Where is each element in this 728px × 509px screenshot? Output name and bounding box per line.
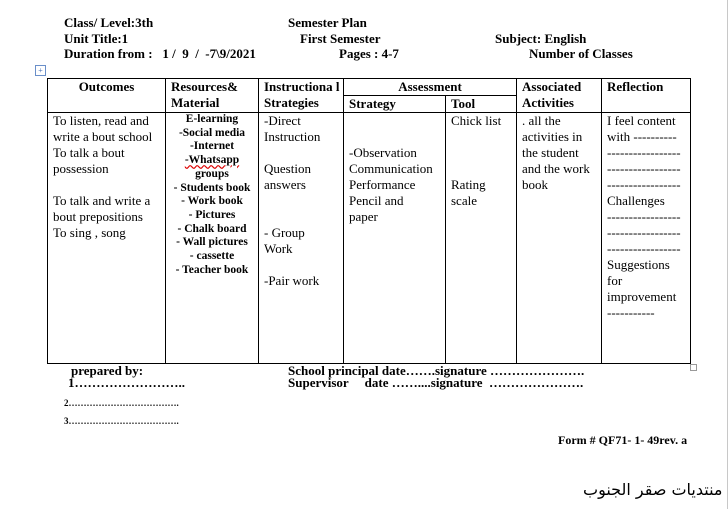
strategies-line bbox=[264, 209, 343, 225]
resources-line: -Whatsapp bbox=[184, 154, 240, 167]
activities-line: book bbox=[522, 177, 548, 192]
semester: First Semester bbox=[300, 31, 381, 46]
reflection-line: I feel content bbox=[607, 113, 676, 128]
strategies-line: Work bbox=[264, 241, 293, 256]
resources-line: - Work book bbox=[181, 195, 243, 208]
activities-line: the student bbox=[522, 145, 579, 160]
strategies-line: Instruction bbox=[264, 129, 321, 144]
resources-line: - Chalk board bbox=[177, 222, 247, 235]
principal-signature: School principal date…….signature …………………. bbox=[288, 363, 585, 378]
activities-line: activities in bbox=[522, 129, 583, 144]
table-resize-handle[interactable] bbox=[690, 364, 697, 371]
header-tool: Tool bbox=[446, 96, 517, 113]
resources-line: E-learning bbox=[185, 113, 239, 125]
strategies-line bbox=[264, 257, 343, 273]
assessment-strategy-line: Pencil and bbox=[349, 193, 404, 208]
preparer-line-1: 1…………………….. bbox=[68, 375, 185, 390]
reflection-line: ----------------- bbox=[607, 177, 681, 192]
outcomes-line: possession bbox=[53, 161, 109, 176]
resources-line: - Wall pictures bbox=[176, 236, 248, 249]
assessment-tool-line bbox=[451, 129, 516, 145]
strategies-cell bbox=[259, 113, 344, 364]
subject: Subject: English bbox=[495, 31, 587, 46]
unit-title: Unit Title:1 bbox=[64, 31, 129, 46]
resources-line: -Internet bbox=[189, 140, 235, 153]
pages: Pages : 4-7 bbox=[339, 46, 399, 61]
assessment-strategy-line: Performance bbox=[349, 177, 416, 192]
assessment-strategy-line bbox=[349, 129, 445, 145]
resources-line: - cassette bbox=[189, 250, 235, 263]
assessment-tool-line bbox=[451, 145, 516, 161]
assessment-strategy-cell bbox=[344, 113, 446, 364]
header-outcomes: Outcomes bbox=[48, 79, 166, 113]
strategies-line: answers bbox=[264, 177, 306, 192]
header-assessment: Assessment bbox=[344, 79, 517, 96]
header-strategy: Strategy bbox=[344, 96, 446, 113]
header-strategies: Instructiona l Strategies bbox=[259, 79, 344, 113]
header-reflection: Reflection bbox=[602, 79, 691, 113]
strategies-line bbox=[264, 145, 343, 161]
outcomes-line: write a bout school bbox=[53, 129, 153, 144]
outcomes-line: To listen, read and bbox=[53, 113, 149, 128]
duration: Duration from : 1 / 9 / -7\9/2021 bbox=[64, 46, 256, 61]
prepared-by: prepared by: bbox=[71, 363, 144, 378]
resources-line: - Students book bbox=[173, 181, 251, 194]
number-of-classes: Number of Classes bbox=[529, 46, 633, 61]
assessment-strategy-line: Communication bbox=[349, 161, 433, 176]
resources-line: -Social media bbox=[178, 126, 246, 139]
strategies-line: -Direct bbox=[264, 113, 301, 128]
reflection-line: ----------------- bbox=[607, 145, 681, 160]
header-activities: Associated Activities bbox=[517, 79, 602, 113]
preparer-line-3: 3………………………………. bbox=[64, 416, 179, 426]
strategies-line: - Group bbox=[264, 225, 305, 240]
assessment-strategy-line: -Observation bbox=[349, 145, 417, 160]
strategies-line: Question bbox=[264, 161, 311, 176]
strategies-line bbox=[264, 193, 343, 209]
assessment-tool-cell bbox=[446, 113, 517, 364]
resources-line: - Teacher book bbox=[175, 263, 249, 276]
activities-line: . all the bbox=[522, 113, 561, 128]
reflection-line: with ---------- bbox=[607, 129, 677, 144]
class-level: Class/ Level:3th bbox=[64, 15, 154, 30]
reflection-line: ----------------- bbox=[607, 161, 681, 176]
outcomes-line: To talk and write a bbox=[53, 193, 151, 208]
outcomes-line: To sing , song bbox=[53, 225, 126, 240]
reflection-line: Suggestions bbox=[607, 257, 670, 272]
reflection-line: for bbox=[607, 273, 623, 288]
reflection-line: ----------------- bbox=[607, 241, 681, 256]
activities-cell bbox=[517, 113, 602, 364]
assessment-tool-line: Rating bbox=[451, 177, 486, 192]
assessment-tool-line: scale bbox=[451, 193, 477, 208]
outcomes-line: To talk a bout bbox=[53, 145, 125, 160]
assessment-tool-line bbox=[451, 161, 516, 177]
form-number: Form # QF71- 1- 49rev. a bbox=[558, 433, 688, 447]
outcomes-cell bbox=[48, 113, 166, 364]
reflection-line: ----------------- bbox=[607, 225, 681, 240]
assessment-strategy-line: paper bbox=[349, 209, 378, 224]
watermark-logo: منتديات صقر الجنوب bbox=[583, 480, 723, 499]
semester-plan-table bbox=[47, 78, 691, 364]
outcomes-line: bout prepositions bbox=[53, 209, 143, 224]
supervisor-signature: Supervisor date ……....signature …………………. bbox=[288, 375, 584, 390]
activities-line: and the work bbox=[522, 161, 590, 176]
outcomes-line bbox=[53, 177, 165, 193]
resources-cell bbox=[166, 113, 259, 364]
assessment-strategy-line bbox=[349, 113, 445, 129]
assessment-tool-line: Chick list bbox=[451, 113, 502, 128]
reflection-cell bbox=[602, 113, 691, 364]
preparer-line-2: 2………………………………. bbox=[64, 398, 179, 408]
reflection-line: Challenges bbox=[607, 193, 665, 208]
reflection-line: ----------- bbox=[607, 305, 655, 320]
table-move-handle-icon[interactable]: + bbox=[35, 65, 46, 76]
header-resources: Resources& Material bbox=[166, 79, 259, 113]
reflection-line: improvement bbox=[607, 289, 677, 304]
resources-line: groups bbox=[195, 167, 229, 180]
document-title: Semester Plan bbox=[288, 15, 367, 30]
reflection-line: ----------------- bbox=[607, 209, 681, 224]
resources-line: - Pictures bbox=[188, 208, 236, 221]
strategies-line: -Pair work bbox=[264, 273, 320, 288]
